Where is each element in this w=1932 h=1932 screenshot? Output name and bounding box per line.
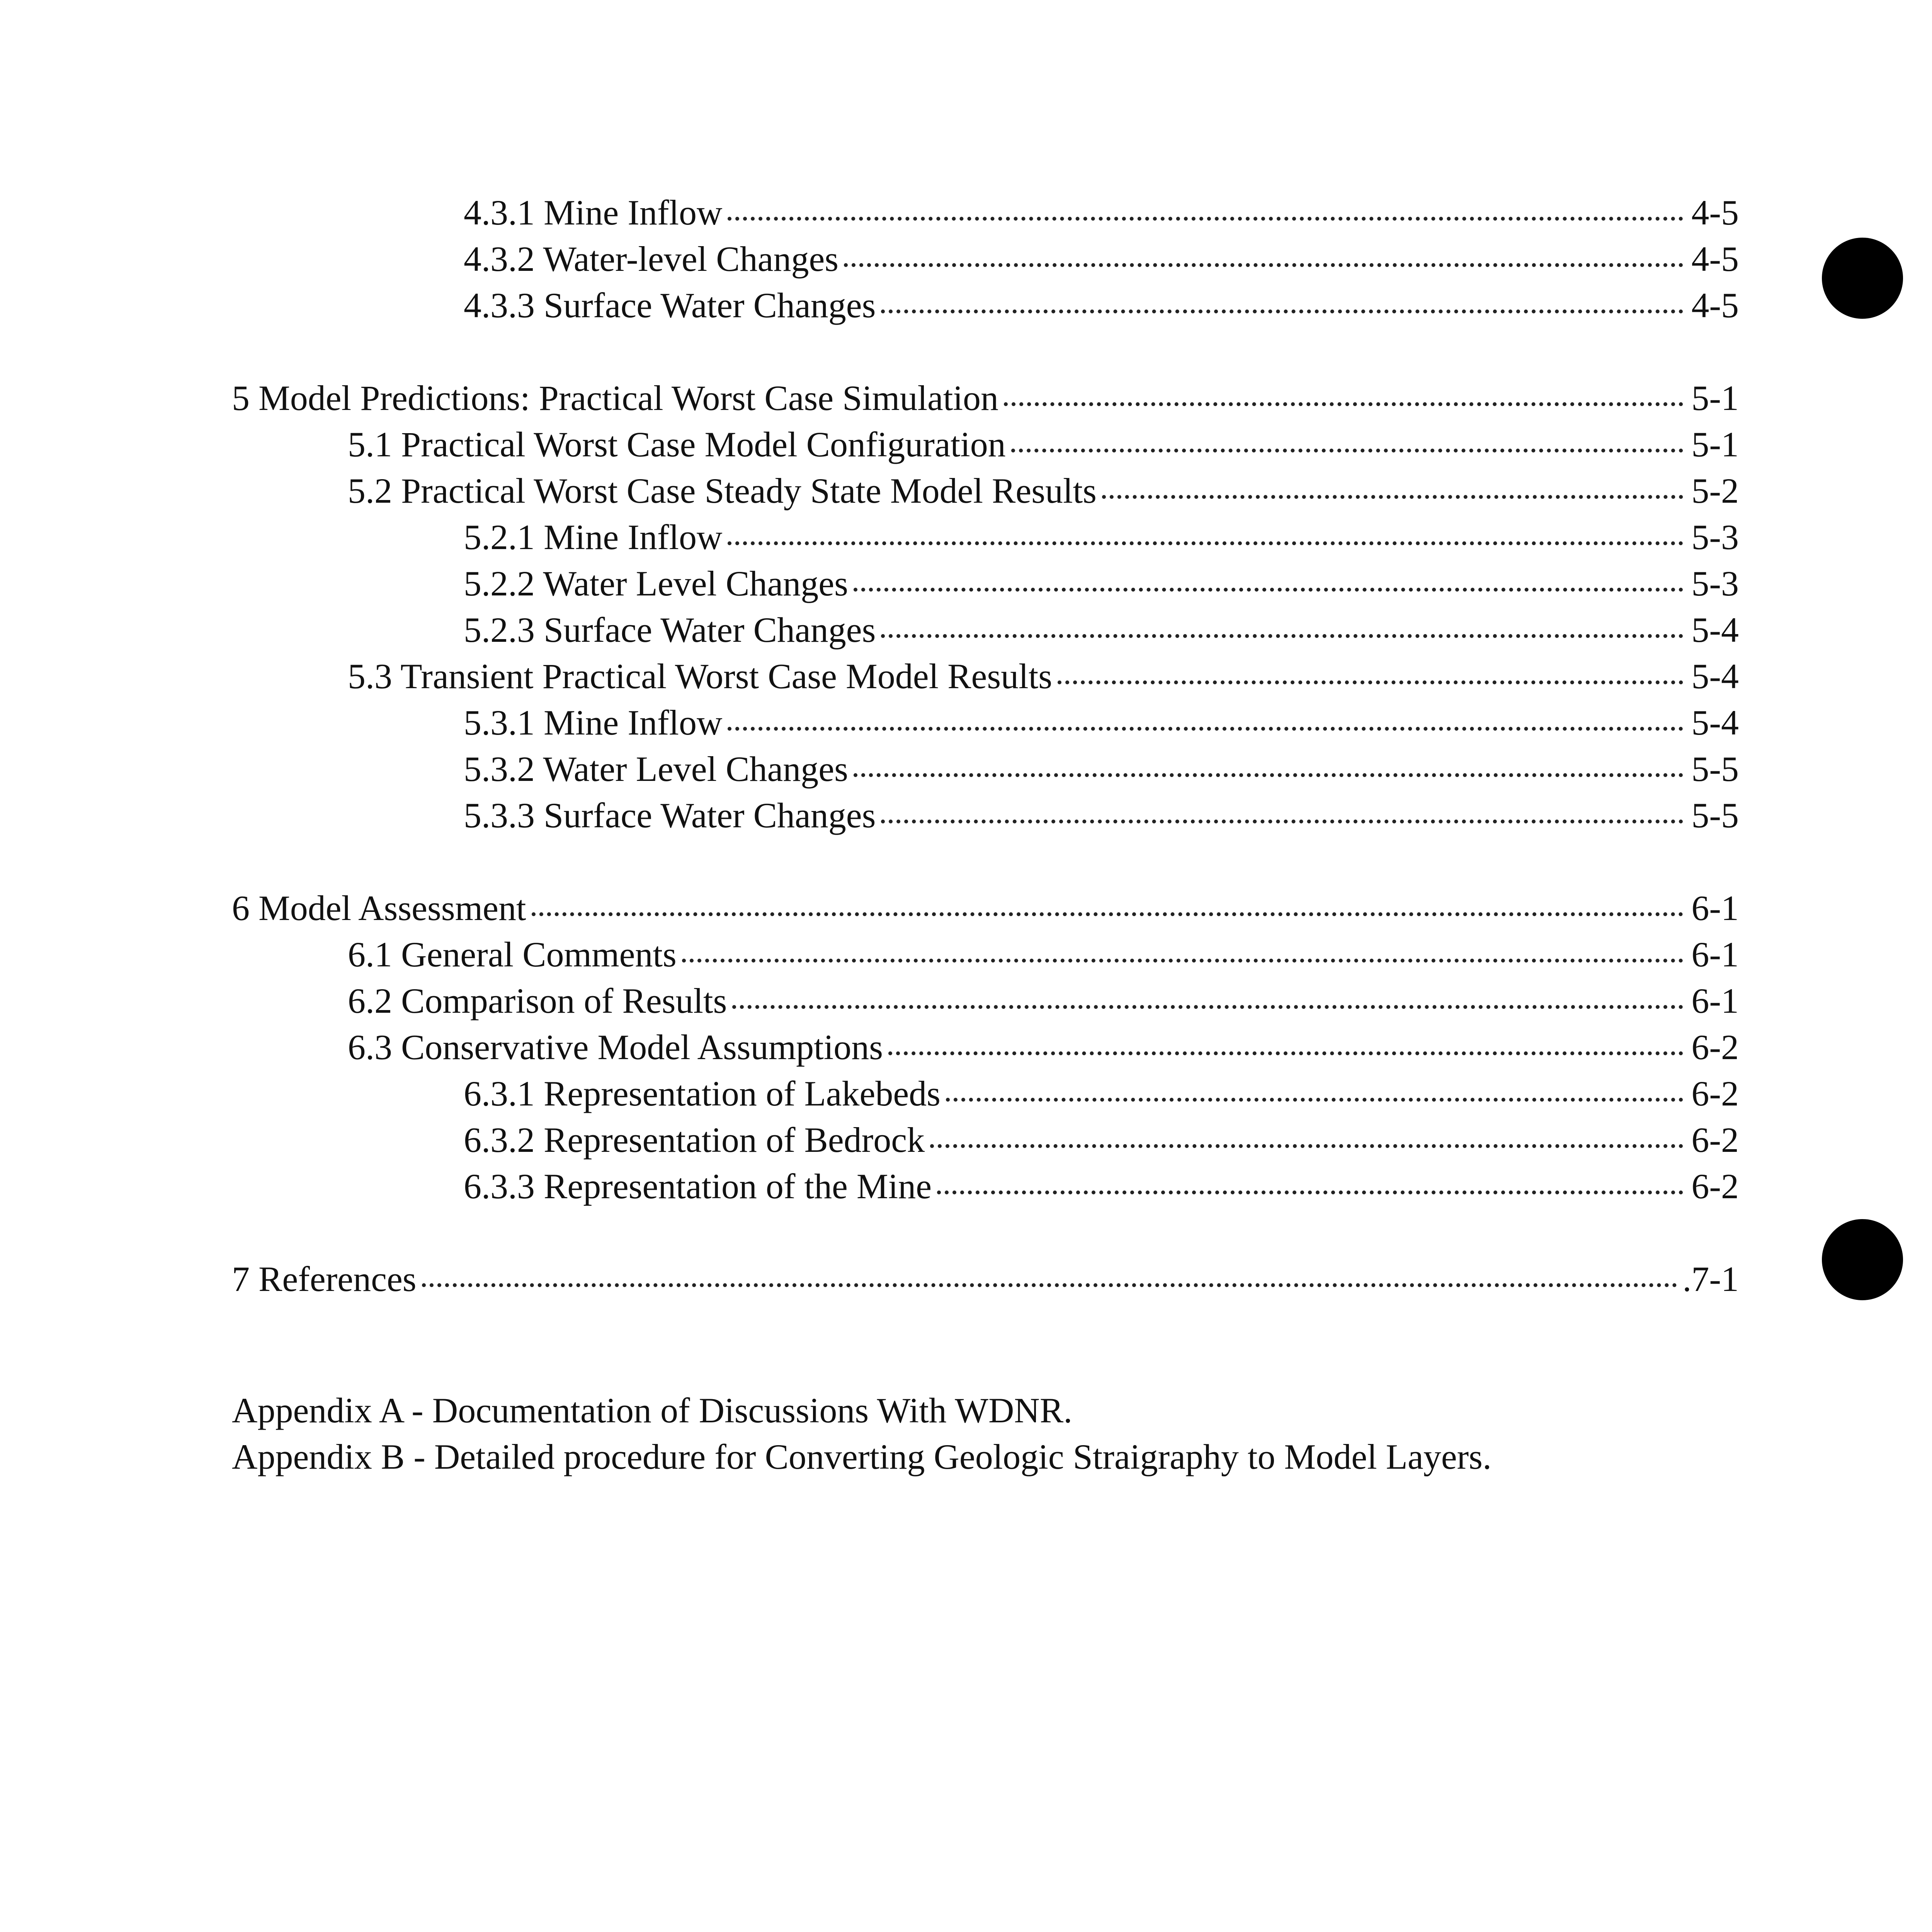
toc-entry-title: 7 References xyxy=(232,1259,417,1299)
toc-entry-title: 6.3 Conservative Model Assumptions xyxy=(348,1027,883,1067)
toc-dot-leader xyxy=(532,912,1683,916)
toc-dot-leader xyxy=(732,1005,1683,1009)
toc-entry xyxy=(232,653,1739,699)
toc-entry-page: 5-3 xyxy=(1691,517,1739,557)
toc-dot-leader xyxy=(728,217,1683,221)
appendix-list xyxy=(232,1387,1777,1480)
toc-entry xyxy=(232,931,1739,978)
toc-dot-leader xyxy=(881,820,1683,823)
toc-entry xyxy=(232,514,1739,560)
toc-entry-page: 5-3 xyxy=(1691,564,1739,603)
toc-entry-title: 5.2.2 Water Level Changes xyxy=(464,564,848,603)
toc-entry xyxy=(232,1163,1739,1209)
toc-entry xyxy=(232,236,1739,282)
toc-entry-page: 4-5 xyxy=(1691,193,1739,232)
toc-entry-page: 5-4 xyxy=(1691,610,1739,650)
toc-entry-page: 5-1 xyxy=(1691,425,1739,464)
toc-entry xyxy=(232,699,1739,746)
binder-hole xyxy=(1822,1219,1903,1300)
toc-entry xyxy=(232,1070,1739,1117)
toc-dot-leader xyxy=(881,310,1683,313)
toc-entry xyxy=(232,1256,1739,1302)
toc-entry-page: 4-5 xyxy=(1691,286,1739,325)
toc-dot-leader xyxy=(682,959,1683,963)
toc-entry-title: 5 Model Predictions: Practical Worst Case Simulation xyxy=(232,378,998,418)
toc-entry-page: 6-1 xyxy=(1691,981,1739,1020)
toc-entry-page: 5-5 xyxy=(1691,796,1739,835)
toc-entry-title: 6.3.2 Representation of Bedrock xyxy=(464,1120,925,1160)
toc-entry-title: 6.1 General Comments xyxy=(348,935,677,974)
toc-entry xyxy=(232,1024,1739,1070)
toc-entry-title: 6.2 Comparison of Results xyxy=(348,981,727,1020)
toc-entry xyxy=(232,421,1739,468)
toc-dot-leader xyxy=(728,727,1683,731)
toc-dot-leader xyxy=(937,1190,1683,1194)
toc-entry-page: 6-2 xyxy=(1691,1027,1739,1067)
binder-hole xyxy=(1822,238,1903,319)
appendix-entry: Appendix B - Detailed procedure for Converting Geologic Straigraphy to Model Layers. xyxy=(232,1437,1492,1476)
toc-entry-page: 6-2 xyxy=(1691,1167,1739,1206)
toc-entry-page: 6-1 xyxy=(1691,935,1739,974)
toc-dot-leader xyxy=(930,1144,1683,1148)
toc-entry xyxy=(232,468,1739,514)
toc-entry-title: 6.3.1 Representation of Lakebeds xyxy=(464,1074,940,1113)
table-of-contents xyxy=(232,189,1739,1302)
toc-dot-leader xyxy=(728,541,1683,545)
toc-entry-page: .7-1 xyxy=(1682,1259,1739,1299)
toc-entry-title: 5.1 Practical Worst Case Model Configuration xyxy=(348,425,1006,464)
toc-entry-page: 5-4 xyxy=(1691,703,1739,742)
toc-dot-leader xyxy=(1102,495,1683,499)
toc-entry-title: 5.3.1 Mine Inflow xyxy=(464,703,723,742)
toc-entry-page: 6-2 xyxy=(1691,1120,1739,1160)
toc-entry xyxy=(232,792,1739,838)
toc-dot-leader xyxy=(854,773,1683,777)
toc-entry-title: 5.3.3 Surface Water Changes xyxy=(464,796,876,835)
toc-entry-title: 5.3 Transient Practical Worst Case Model Results xyxy=(348,656,1053,696)
toc-entry-title: 5.2 Practical Worst Case Steady State Model Results xyxy=(348,471,1097,510)
toc-entry-page: 5-2 xyxy=(1691,471,1739,510)
toc-entry-title: 4.3.1 Mine Inflow xyxy=(464,193,723,232)
toc-dot-leader xyxy=(1004,402,1683,406)
toc-entry-page: 6-1 xyxy=(1691,888,1739,928)
toc-entry-title: 4.3.2 Water-level Changes xyxy=(464,239,839,279)
toc-entry xyxy=(232,560,1739,607)
toc-dot-leader xyxy=(946,1098,1683,1102)
toc-entry xyxy=(232,189,1739,236)
toc-entry-page: 6-2 xyxy=(1691,1074,1739,1113)
toc-entry-page: 4-5 xyxy=(1691,239,1739,279)
toc-dot-leader xyxy=(844,263,1683,267)
toc-entry xyxy=(232,282,1739,328)
appendix-entry: Appendix A - Documentation of Discussions With WDNR. xyxy=(232,1391,1073,1430)
toc-entry xyxy=(232,375,1739,421)
toc-entry-page: 5-5 xyxy=(1691,749,1739,789)
toc-entry xyxy=(232,607,1739,653)
toc-entry xyxy=(232,1117,1739,1163)
toc-dot-leader xyxy=(888,1051,1683,1055)
toc-entry-title: 5.2.3 Surface Water Changes xyxy=(464,610,876,650)
toc-dot-leader xyxy=(854,588,1683,592)
toc-entry xyxy=(232,978,1739,1024)
toc-entry-title: 4.3.3 Surface Water Changes xyxy=(464,286,876,325)
toc-dot-leader xyxy=(881,634,1683,638)
toc-dot-leader xyxy=(422,1283,1677,1287)
toc-entry xyxy=(232,746,1739,792)
toc-dot-leader xyxy=(1011,449,1683,452)
toc-entry-title: 6.3.3 Representation of the Mine xyxy=(464,1167,932,1206)
toc-entry-title: 6 Model Assessment xyxy=(232,888,526,928)
toc-entry-title: 5.3.2 Water Level Changes xyxy=(464,749,848,789)
toc-entry-page: 5-1 xyxy=(1691,378,1739,418)
toc-entry-title: 5.2.1 Mine Inflow xyxy=(464,517,723,557)
toc-entry-page: 5-4 xyxy=(1691,656,1739,696)
toc-dot-leader xyxy=(1058,680,1683,684)
toc-entry xyxy=(232,885,1739,931)
